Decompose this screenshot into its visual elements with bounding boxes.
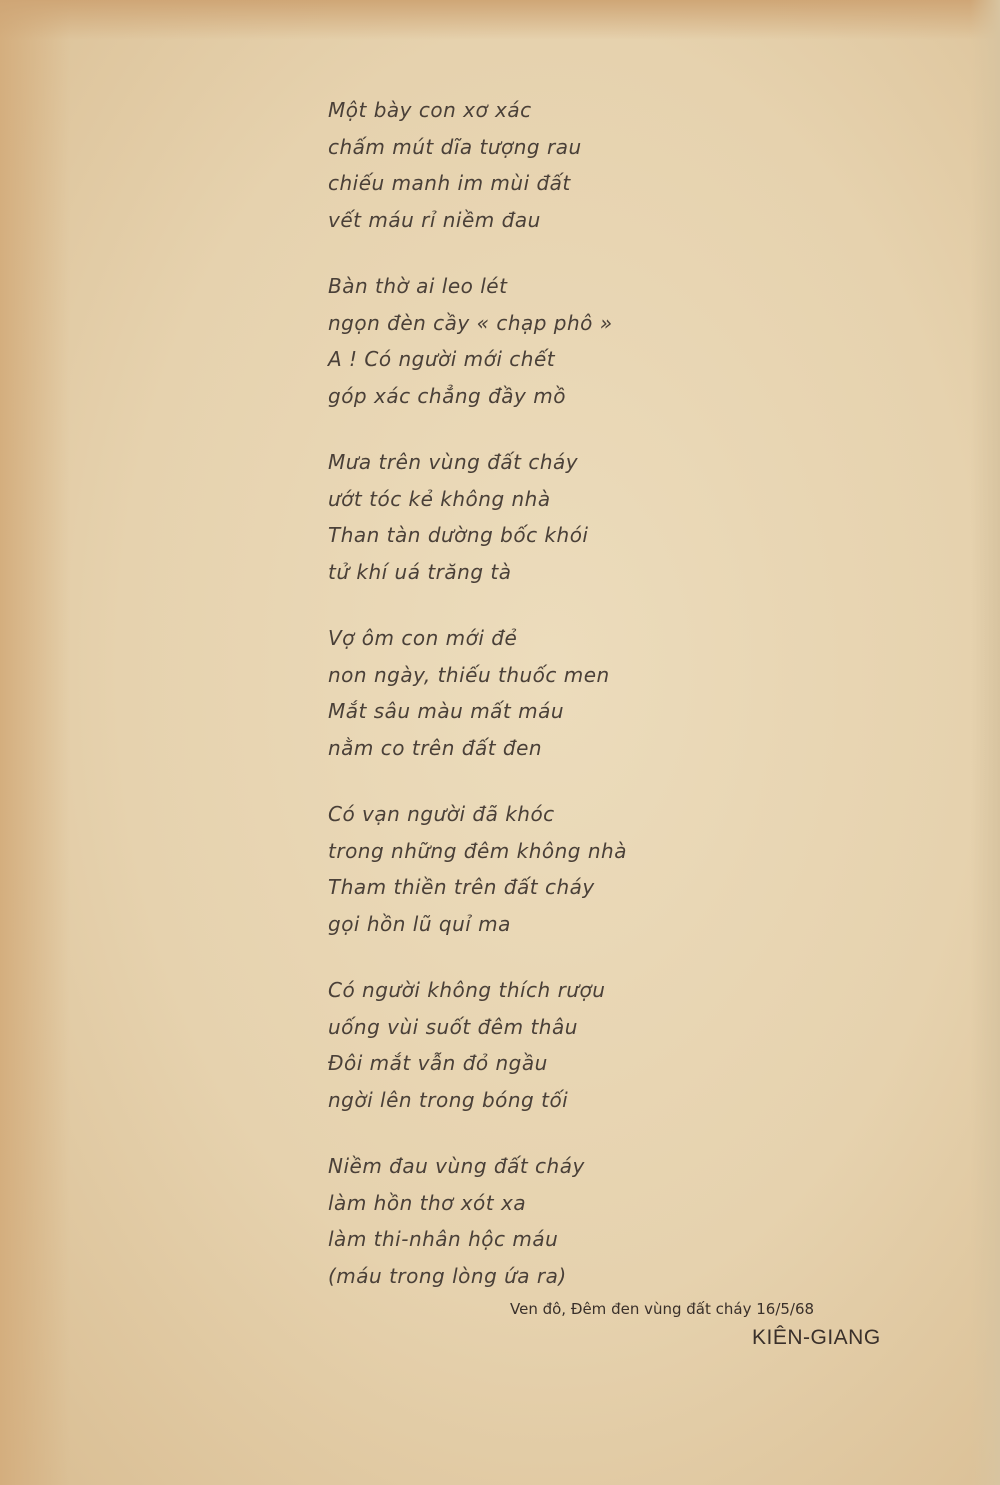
page-shadow-left [0,0,70,1485]
stanza-1 [328,92,668,238]
poem-line: gọi hồn lũ quỉ ma [328,911,511,936]
poem-line: Than tàn dường bốc khói [328,523,589,547]
poem [328,92,668,1324]
page-shadow-top [0,0,1000,40]
poem-line: trong những đêm không nhà [328,838,627,863]
poem-line: Mắt sâu màu mất máu [328,699,565,723]
stanza-6 [328,972,668,1118]
poem-line: tử khí uá trăng tà [328,559,512,584]
poem-line: Bàn thờ ai leo lét [328,274,508,298]
poem-line: non ngày, thiếu thuốc men [328,662,610,687]
stanza-2 [328,268,668,414]
poem-line: Mưa trên vùng đất cháy [328,450,579,474]
stanza-4 [328,620,668,766]
poem-line: làm thi-nhân hộc máu [328,1227,559,1251]
poem-line: Đôi mắt vẫn đỏ ngầu [328,1051,548,1075]
poem-line: Niềm đau vùng đất cháy [328,1154,585,1178]
poem-line: Có vạn người đã khóc [328,802,555,826]
poem-line: Có người không thích rượu [328,978,606,1002]
poem-line: ngọn đèn cầy « chạp phô » [328,310,613,335]
stanza-5 [328,796,668,942]
poem-line: ngời lên trong bóng tối [328,1087,569,1112]
poem-line: (máu trong lòng ứa ra) [328,1263,567,1288]
poem-line: uống vùi suốt đêm thâu [328,1014,578,1039]
poem-line: ướt tóc kẻ không nhà [328,486,551,511]
author-name: KIÊN-GIANG [752,1326,881,1349]
poem-line: chấm mút dĩa tượng rau [328,134,582,159]
poem-dateline: Ven đô, Đêm đen vùng đất cháy 16/5/68 [510,1300,815,1318]
stanza-3 [328,444,668,590]
stanza-7 [328,1148,668,1294]
poem-line: làm hồn thơ xót xa [328,1190,527,1215]
poem-line: góp xác chẳng đầy mồ [328,383,566,408]
poem-line: vết máu rỉ niềm đau [328,207,541,232]
poem-line: A ! Có người mới chết [328,347,556,371]
poem-line: Vợ ôm con mới đẻ [328,626,518,650]
poem-line: chiếu manh im mùi đất [328,171,571,195]
page-shadow-right [970,0,1000,1485]
poem-line: Một bày con xơ xác [328,98,532,122]
poem-line: Tham thiền trên đất cháy [328,875,595,899]
poem-line: nằm co trên đất đen [328,735,543,760]
